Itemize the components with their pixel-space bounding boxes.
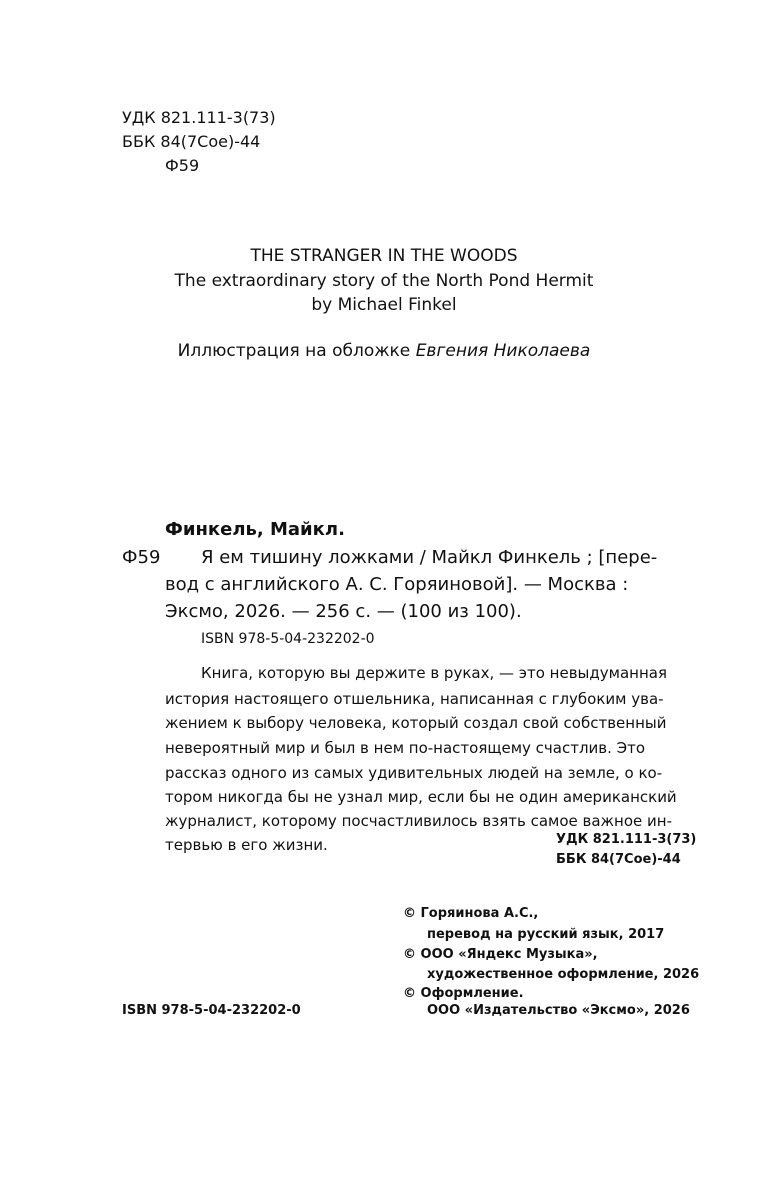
bbk-code: ББК 84(7Сое)-44 bbox=[122, 132, 261, 151]
record-isbn: ISBN 978-5-04-232202-0 bbox=[201, 631, 375, 647]
copyright-line: художественное оформление, 2026 bbox=[427, 967, 700, 982]
annotation-line: тервью в его жизни. bbox=[165, 836, 328, 854]
copyright-line: ООО «Издательство «Эксмо», 2026 bbox=[427, 1003, 690, 1018]
index-udk: УДК 821.111-3(73) bbox=[556, 832, 697, 847]
annotation-line: рассказ одного из самых удивительных людей на земле, о ко- bbox=[165, 764, 663, 782]
annotation-line: невероятный мир и был в нем по-настоящему счастлив. Это bbox=[165, 739, 646, 757]
copyright-line: перевод на русский язык, 2017 bbox=[427, 927, 665, 942]
record-line: Я ем тишину ложками / Майкл Финкель ; [пере- bbox=[201, 547, 658, 568]
annotation-line: тором никогда бы не узнал мир, если бы не один американский bbox=[165, 788, 677, 806]
original-byline: by Michael Finkel bbox=[311, 295, 457, 315]
author-mark: Ф59 bbox=[165, 156, 200, 175]
original-title: THE STRANGER IN THE WOODS bbox=[250, 246, 518, 266]
udk-code: УДК 821.111-3(73) bbox=[122, 108, 276, 127]
record-line: Эксмо, 2026. — 256 с. — (100 из 100). bbox=[165, 601, 522, 622]
bottom-isbn: ISBN 978-5-04-232202-0 bbox=[122, 1003, 301, 1018]
illustration-label: Иллюстрация на обложке bbox=[177, 341, 411, 361]
copyright-line: © ООО «Яндекс Музыка», bbox=[403, 947, 598, 962]
illustration-credit bbox=[0, 338, 768, 364]
annotation-line: история настоящего отшельника, написанная с глубоким ува- bbox=[165, 690, 664, 708]
copyright-line: © Оформление. bbox=[403, 986, 524, 1001]
index-bbk: ББК 84(7Сое)-44 bbox=[556, 852, 681, 867]
record-author: Финкель, Майкл. bbox=[165, 519, 345, 540]
annotation-line: жением к выбору человека, который создал свой собственный bbox=[165, 714, 667, 732]
annotation-line: журналист, которому посчастливилось взять самое важное ин- bbox=[165, 812, 673, 830]
copyright-line: © Горяинова А.С., bbox=[403, 906, 539, 921]
record-mark: Ф59 bbox=[122, 547, 161, 568]
illustrator-name: Евгения Николаева bbox=[415, 341, 591, 361]
original-subtitle: The extraordinary story of the North Pond Hermit bbox=[174, 271, 594, 291]
annotation-line: Книга, которую вы держите в руках, — это невыдуманная bbox=[201, 664, 667, 682]
record-line: вод с английского А. С. Горяиновой]. — Москва : bbox=[165, 574, 629, 595]
